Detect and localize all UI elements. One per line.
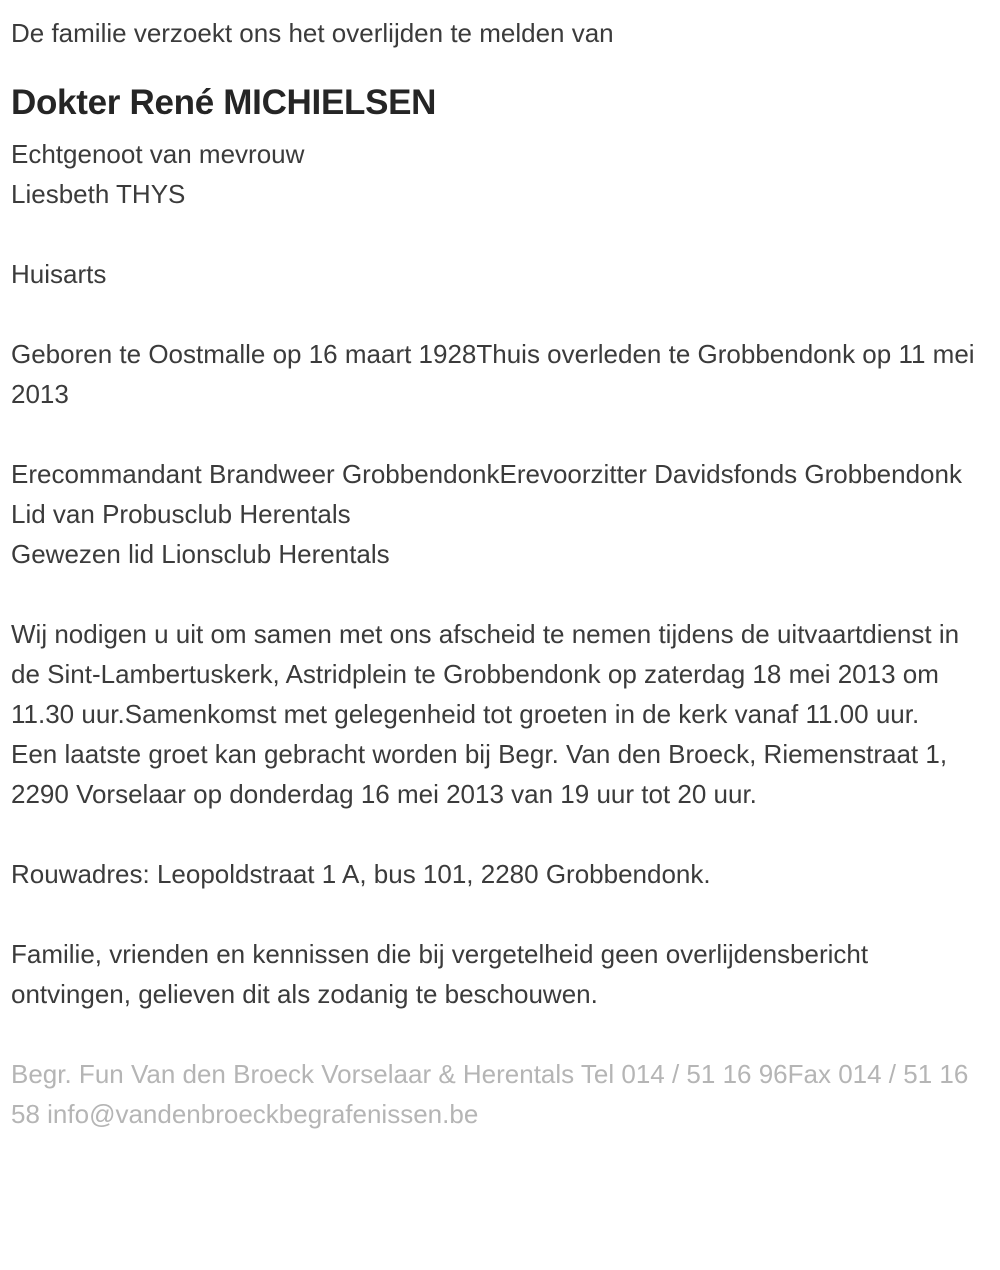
- honor-line: Lid van Probusclub Herentals: [11, 499, 351, 529]
- spacer: [11, 214, 980, 254]
- honor-line: Gewezen lid Lionsclub Herentals: [11, 539, 390, 569]
- spacer: [11, 574, 980, 614]
- profession-line: Huisarts: [11, 259, 107, 289]
- funeral-home-footer: Begr. Fun Van den Broeck Vorselaar & Herentals Tel 014 / 51 16 96Fax 014 / 51 16 58 info@vandenbroeckbegrafenissen.be: [11, 1059, 969, 1129]
- spacer: [11, 414, 980, 454]
- apology-paragraph: Familie, vrienden en kennissen die bij vergetelheid geen overlijdensbericht ontvingen, gelieven dit als zodanig te beschouwen.: [11, 939, 869, 1009]
- spacer: [11, 814, 980, 854]
- deceased-name-heading: Dokter René MICHIELSEN: [11, 83, 437, 122]
- spouse-intro-line: Echtgenoot van mevrouw: [11, 139, 305, 169]
- service-invitation-paragraph: Wij nodigen u uit om samen met ons afscheid te nemen tijdens de uitvaartdienst in de Sint-Lambertuskerk, Astridplein te Grobbendonk op zaterdag 18 mei 2013 om 11.30 uur.Samenkomst met gelegenheid tot groeten in de kerk vanaf 11.00 uur.: [11, 619, 960, 729]
- birth-death-line: Geboren te Oostmalle op 16 maart 1928Thuis overleden te Grobbendonk op 11 mei 2013: [11, 339, 975, 409]
- spacer: [11, 294, 980, 334]
- spouse-name-line: Liesbeth THYS: [11, 179, 186, 209]
- intro-line: De familie verzoekt ons het overlijden te melden van: [11, 18, 614, 48]
- mourning-address-line: Rouwadres: Leopoldstraat 1 A, bus 101, 2280 Grobbendonk.: [11, 859, 711, 889]
- honor-line: Erecommandant Brandweer GrobbendonkErevoorzitter Davidsfonds Grobbendonk: [11, 459, 962, 489]
- spacer: [11, 894, 980, 934]
- last-greeting-paragraph: Een laatste groet kan gebracht worden bij Begr. Van den Broeck, Riemenstraat 1, 2290 Vorselaar op donderdag 16 mei 2013 van 19 uur tot 20 uur.: [11, 739, 948, 809]
